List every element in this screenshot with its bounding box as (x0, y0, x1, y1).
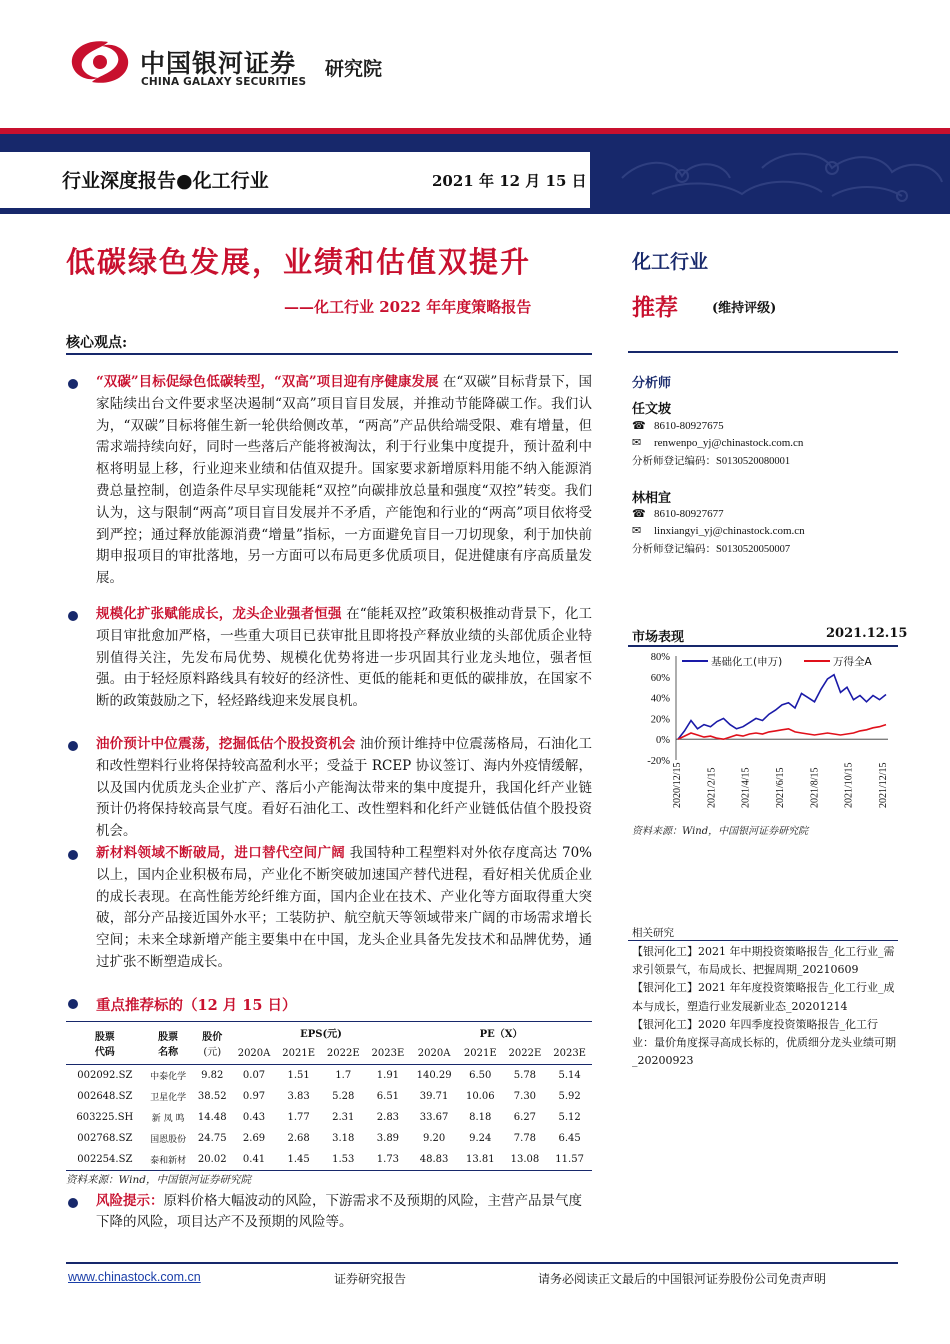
th-year: 2022E (321, 1043, 366, 1065)
core-point-body: 我国特种工程塑料对外依存度高达 70%以上，国内企业积极布局，产业化不断突破加速国产替代进程，看好相关优质企业的成长表现。在高性能芳纶纤维方面，国内企业在技术、产业化等方面取得重大突破，部分产品接近国外水平；工装防护、航空航天等领域带来广阔的市场需求增长空间；未来全球新增产能主要集中在中国，龙头企业具备先发技术和品牌优势，通过扩张不断塑造成长。 (96, 845, 593, 970)
y-tick-label: 80% (650, 652, 670, 663)
table-cell: 卫星化学 (150, 1093, 187, 1103)
table-cell: 9.82 (201, 1070, 224, 1081)
bullet-icon (68, 1198, 78, 1208)
footer-disclaimer: 请务必阅读正文最后的中国银河证券股份公司免责声明 (538, 1272, 827, 1286)
analyst-email[interactable]: ✉ renwenpo_yj@chinastock.com.cn (632, 436, 804, 449)
table-cell: 13.81 (458, 1149, 503, 1171)
analyst-name: 任文坡 (632, 402, 672, 417)
picks-table (66, 1021, 592, 1171)
table-cell: 1.7 (335, 1070, 352, 1081)
rating-value: 推荐 (632, 294, 678, 321)
table-cell: 6.50 (469, 1070, 492, 1081)
table-cell: 24.75 (197, 1133, 227, 1144)
core-point-3 (96, 734, 592, 843)
bullet-icon (68, 379, 78, 389)
header-band-red-line (0, 128, 950, 134)
th-year: 2022E (503, 1043, 548, 1065)
risk-body: 原料价格大幅波动的风险，下游需求不及预期的风险，主营产品景气度下降的风险，项目达产不及预期的风险等。 (96, 1193, 582, 1230)
related-item[interactable]: 【银河化工】2020 年四季度投资策略报告_化工行业：量价角度探寻高成长标的，优质细分龙头业绩可期_20200923 (632, 1017, 896, 1068)
table-row (66, 1065, 592, 1087)
table-cell: 38.52 (197, 1091, 227, 1102)
table-cell: 20.02 (193, 1149, 232, 1171)
core-views-label: 核心观点: (66, 335, 128, 351)
th-year: 2023E (366, 1043, 411, 1065)
table-cell: 39.71 (419, 1091, 449, 1102)
table-cell: 新 凤 鸣 (151, 1114, 185, 1124)
analyst-email[interactable]: ✉ linxiangyi_yj@chinastock.com.cn (632, 524, 805, 537)
table-cell: 2.68 (287, 1133, 310, 1144)
table-cell: 1.51 (287, 1070, 310, 1081)
x-tick-label: 2021/2/15 (706, 767, 718, 808)
analyst-phone: ☎ 8610-80927677 (632, 507, 724, 520)
core-point-body: 在“双碳”目标背景下，国家陆续出台文件要求坚决遏制“双高”项目盲目发展，并推动节能降碳工作。我们认为，“双碳”目标将催生新一轮供给侧改革，“两高”产品供给端受限、难有增量，但需求端持续向好，同时一些落后产能将被淘汰，利于行业集中度提升，预计盈利中枢将明显上移，行业迎来业绩和估值双提升。国家要求新增原料用能不纳入能源消费总量控制，创造条件尽早实现能耗“双控”向碳排放总量和强度“双控”转变。我们认为，这与限制“两高”项目盲目发展并不矛盾，产能饱和行业的“两高”项目依将受到严控；通过释放能源消费“增量”指标，一方面避免盲目一刀切现象，利于加快前期申报项目的审批落地，另一方面可以布局更多优质项目，促进健康有序高质量发展。 (96, 374, 592, 587)
core-point-body: 油价预计维持中位震荡格局，石油化工和改性塑料行业将保持较高盈利水平；受益于 RCEP 协议签订、海内外疫情缓解，以及国内优质龙头企业扩产、落后小产能淘汰带来的集中度提升，我国化纤产业链预计仍将保持较高景气度。看好石油化工、改性塑料和化纤产业链低估值个股投资机会。 (96, 736, 593, 840)
bullet-icon (68, 999, 78, 1009)
galaxy-logo-icon (68, 38, 134, 86)
th-pe: PE（X） (410, 1022, 592, 1044)
envelope-icon: ✉ (632, 436, 642, 449)
table-cell: 0.07 (242, 1070, 266, 1081)
risk-warning (96, 1191, 592, 1233)
table-cell: 0.97 (242, 1091, 266, 1102)
report-subtitle: ——化工行业 2022 年年度策略报告 (284, 298, 532, 316)
market-title: 市场表现 (632, 630, 685, 645)
related-item[interactable]: 【银河化工】2021 年年度投资策略报告_化工行业_成本与成长，塑造行业发展新业态_20201214 (632, 981, 895, 1013)
footer-label: 证券研究报告 (334, 1272, 407, 1286)
th-eps: EPS(元) (232, 1022, 410, 1044)
table-cell: 泰和新材 (144, 1149, 193, 1171)
market-date: 2021.12.15 (826, 626, 908, 641)
brand-name-cn: 中国银河证券 (140, 49, 297, 78)
table-cell: 11.57 (547, 1149, 592, 1171)
table-cell: 5.78 (513, 1070, 537, 1081)
table-source: 资料来源：Wind，中国银河证券研究院 (66, 1174, 251, 1186)
table-cell: 3.89 (376, 1133, 400, 1144)
x-tick-label: 2020/12/15 (672, 762, 683, 808)
table-cell: 国恩股份 (150, 1135, 187, 1145)
analyst-reg: 分析师登记编码：S0130520050007 (632, 544, 791, 555)
x-tick-label: 2021/12/15 (878, 762, 889, 808)
table-cell: 10.06 (465, 1091, 495, 1102)
th-year: 2021E (458, 1043, 503, 1065)
table-cell: 0.41 (232, 1149, 277, 1171)
rating-note: (维持评级) (712, 301, 777, 316)
core-point-4 (96, 843, 592, 974)
table-cell: 140.29 (416, 1070, 452, 1081)
table-row (66, 1086, 592, 1107)
table-cell: 6.51 (376, 1091, 400, 1102)
y-tick-label: 40% (650, 693, 670, 705)
market-chart (628, 648, 898, 818)
core-point-head: 规模化扩张赋能成长，龙头企业强者恒强 (96, 606, 342, 622)
table-cell: 002254.SZ (66, 1149, 144, 1171)
cloud-pattern-icon (612, 138, 947, 210)
table-cell: 5.12 (558, 1112, 581, 1123)
th-year: 2020A (232, 1043, 277, 1065)
core-point-head: 新材料领域不断破局，进口替代空间广阔 (96, 845, 346, 861)
table-row (66, 1107, 592, 1128)
x-tick-label: 2021/10/15 (843, 762, 855, 808)
table-cell: 2.69 (242, 1133, 266, 1144)
table-cell: 6.45 (558, 1133, 581, 1144)
table-cell: 2.31 (332, 1112, 355, 1123)
analyst-header: 分析师 (632, 376, 672, 391)
brand-name-en: CHINA GALAXY SECURITIES (141, 76, 307, 88)
table-cell: 002648.SZ (77, 1091, 133, 1102)
x-tick-label: 2021/6/15 (775, 767, 786, 808)
table-cell: 7.78 (513, 1133, 537, 1144)
table-cell: 1.77 (287, 1112, 310, 1123)
th-name: 股票 名称 (144, 1022, 193, 1065)
table-cell: 5.28 (332, 1091, 355, 1102)
phone-icon: ☎ (632, 507, 646, 520)
legend-label: 万得全A (833, 656, 872, 668)
y-tick-label: 0% (656, 735, 670, 747)
table-cell: 14.48 (197, 1112, 227, 1123)
x-tick-label: 2021/4/15 (740, 767, 752, 808)
table-cell: 8.18 (469, 1112, 492, 1123)
y-tick-label: 20% (650, 714, 670, 726)
divider (628, 645, 898, 647)
table-cell: 1.53 (321, 1149, 366, 1171)
bullet-icon (68, 611, 78, 621)
risk-head: 风险提示： (96, 1193, 164, 1209)
table-cell: 5.14 (558, 1070, 581, 1081)
picks-title: 重点推荐标的（12 月 15 日） (96, 997, 297, 1014)
table-cell: 5.92 (558, 1091, 581, 1102)
envelope-icon: ✉ (632, 524, 642, 537)
th-code: 股票 代码 (66, 1022, 144, 1065)
rating-industry: 化工行业 (632, 251, 709, 273)
th-price: 股价 (元) (193, 1022, 232, 1065)
table-cell: 1.73 (366, 1149, 411, 1171)
report-date: 2021 年 12 月 15 日 (432, 172, 587, 190)
core-point-head: “双碳”目标促绿色低碳转型，“双高”项目迎有序健康发展 (96, 374, 439, 390)
table-cell: 603225.SH (76, 1112, 134, 1123)
table-cell: 2.83 (376, 1112, 400, 1123)
y-tick-label: 60% (650, 672, 670, 684)
analyst-name: 林相宜 (632, 491, 672, 506)
table-row (66, 1149, 592, 1171)
bullet-icon (68, 850, 78, 860)
x-tick-label: 2021/8/15 (809, 767, 821, 808)
table-cell: 48.83 (410, 1149, 458, 1171)
phone-icon: ☎ (632, 419, 646, 432)
brand-institute: 研究院 (325, 58, 383, 80)
th-year: 2023E (547, 1043, 592, 1065)
related-header: 相关研究 (632, 927, 674, 939)
market-source: 资料来源：Wind，中国银河证券研究院 (632, 826, 809, 837)
table-cell: 7.30 (513, 1091, 537, 1102)
table-cell: 1.91 (376, 1070, 400, 1081)
divider (66, 353, 592, 355)
table-cell: 3.83 (287, 1091, 310, 1102)
divider (628, 940, 898, 941)
table-cell: 6.27 (513, 1112, 537, 1123)
analyst-phone: ☎ 8610-80927675 (632, 419, 724, 432)
table-cell: 中泰化学 (150, 1072, 187, 1082)
th-year: 2020A (410, 1043, 458, 1065)
y-tick-label: -20% (647, 756, 670, 767)
legend-label: 基础化工(申万) (711, 656, 783, 668)
table-cell: 002768.SZ (77, 1133, 133, 1144)
divider (628, 351, 898, 353)
table-cell: 13.08 (503, 1149, 548, 1171)
core-point-1 (96, 372, 592, 590)
analyst-reg: 分析师登记编码：S0130520080001 (632, 456, 791, 467)
bullet-icon (68, 741, 78, 751)
core-point-2 (96, 604, 592, 713)
table-cell: 9.24 (469, 1133, 492, 1144)
table-cell: 3.18 (332, 1133, 355, 1144)
footer-url-link[interactable]: www.chinastock.com.cn (68, 1270, 201, 1284)
table-cell: 002092.SZ (77, 1070, 133, 1081)
footer-divider (66, 1262, 898, 1264)
report-type: 行业深度报告●化工行业 (62, 170, 269, 192)
table-cell: 1.45 (276, 1149, 321, 1171)
th-year: 2021E (276, 1043, 321, 1065)
core-point-body: 在“能耗双控”政策积极推动背景下，化工项目审批愈加严格，一些重大项目已获审批且即将投产释放业绩的头部优质企业特别值得关注，先发布局优势、规模化优势将进一步巩固其行业龙头地位，强者恒强。由于轻烃原料路线具有较好的经济性、更低的能耗和更低的碳排放，在国家不断的政策鼓励之下，轻烃路线迎来发展良机。 (96, 606, 592, 710)
related-list (632, 943, 898, 1070)
report-title: 低碳绿色发展，业绩和估值双提升 (66, 245, 532, 279)
related-item[interactable]: 【银河化工】2021 年中期投资策略报告_化工行业_需求引领景气，布局成长、把握周期_20210609 (632, 945, 895, 977)
core-point-head: 油价预计中位震荡，挖掘低估个股投资机会 (96, 736, 356, 752)
table-row (66, 1128, 592, 1149)
table-cell: 9.20 (422, 1133, 446, 1144)
table-cell: 33.67 (419, 1112, 449, 1123)
table-cell: 0.43 (242, 1112, 266, 1123)
